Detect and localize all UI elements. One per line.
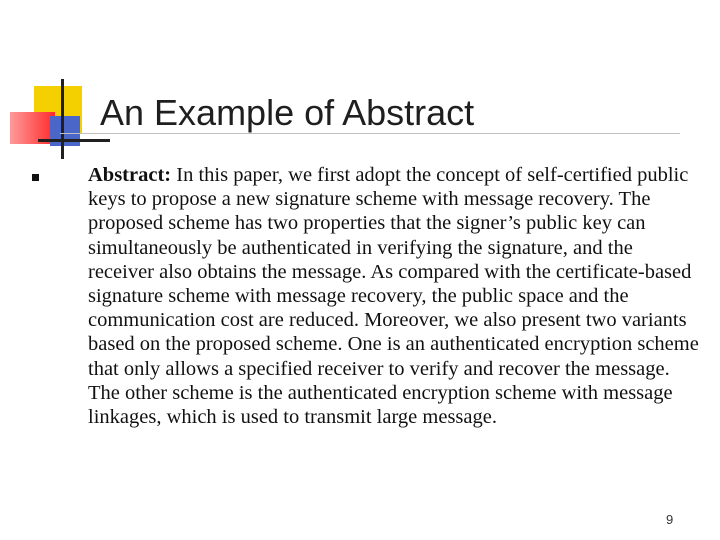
bullet-square-icon: [32, 174, 39, 181]
abstract-paragraph: [88, 163, 700, 429]
abstract-text: In this paper, we first adopt the concept of self-certified public keys to propose a new signature scheme with message recovery. The proposed scheme has two properties that the signer’s public key can simultaneously be authenticated in verifying the signature, and the receiver also obtains the message. As compared with the certificate-based signature scheme with message recovery, the public space and the communication cost are reduced. Moreover, we also present two variants based on the proposed scheme. One is an authenticated encryption scheme that only allows a specified receiver to verify and recover the message. The other scheme is the authenticated encryption scheme with message linkages, which is used to transmit large message.: [88, 164, 699, 429]
slide-title: An Example of Abstract: [100, 92, 475, 133]
page-number: 9: [666, 512, 674, 527]
abstract-lead: Abstract:: [88, 164, 172, 186]
template-logo: [0, 0, 110, 170]
logo-vertical-line: [61, 79, 64, 159]
logo-horizontal-line: [38, 139, 110, 142]
